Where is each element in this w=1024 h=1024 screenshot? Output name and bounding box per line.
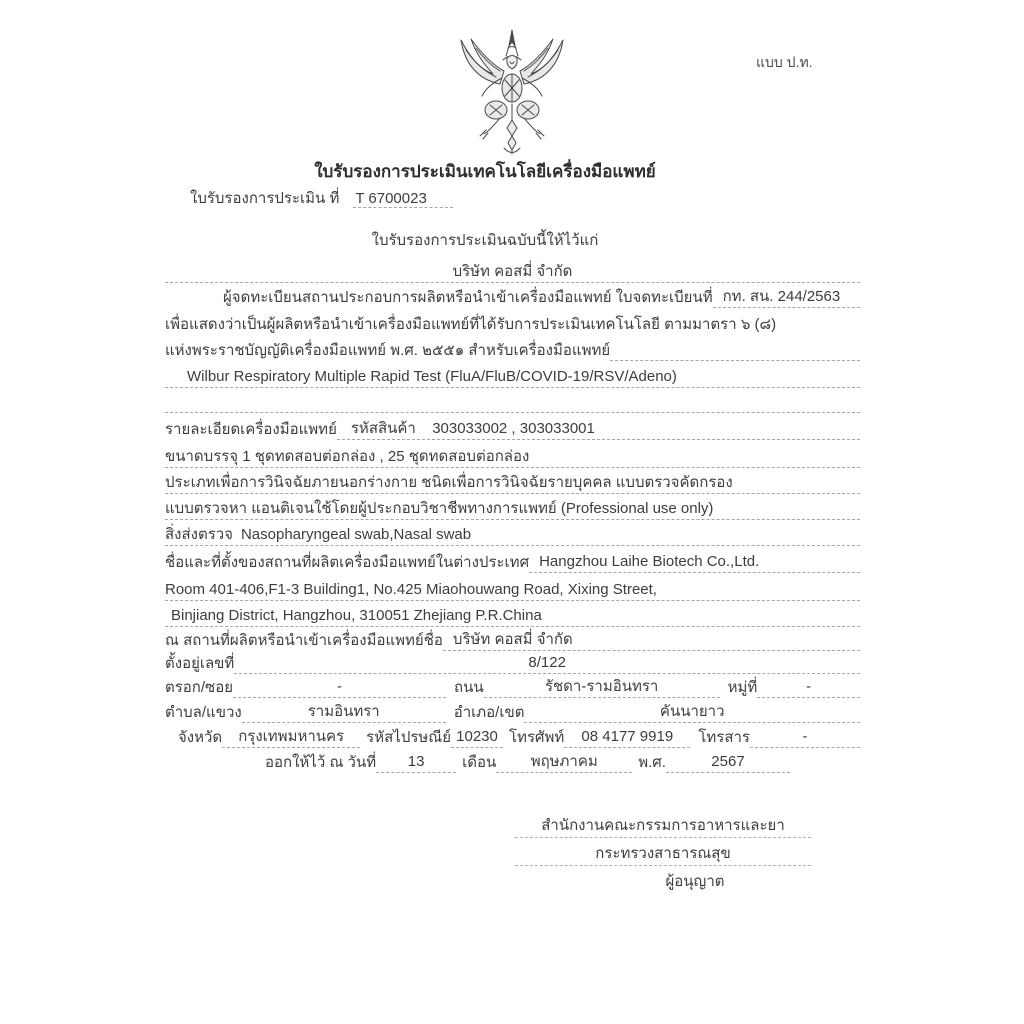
form-code: แบบ ป.ท. xyxy=(756,54,813,70)
purpose-line2: แห่งพระราชบัญญัติเครื่องมือแพทย์ พ.ศ. ๒๕๕๑ สำหรับเครื่องมือแพทย์ xyxy=(165,341,611,359)
registrant-row xyxy=(165,284,860,308)
local-site-row xyxy=(165,626,860,651)
device-name: Wilbur Respiratory Multiple Rapid Test (FluA/FluB/COVID-19/RSV/Adeno) xyxy=(187,367,677,385)
type-row xyxy=(165,468,860,494)
subdistrict-district-row xyxy=(165,698,860,723)
registrant-label: ผู้จดทะเบียนสถานประกอบการผลิตหรือนำเข้าเครื่องมือแพทย์ ใบจดทะเบียนที่ xyxy=(223,288,713,306)
product-code-label: รหัสสินค้า xyxy=(350,419,416,437)
issue-month-label: เดือน xyxy=(462,753,497,771)
foreign-address1-row xyxy=(165,575,860,601)
type-text: ประเภทเพื่อการวินิจฉัยภายนอกร่างกาย ชนิดเพื่อการวินิจฉัยรายบุคคล แบบตรวจคัดกรอง xyxy=(165,473,733,491)
product-code-value: 303033002 , 303033001 xyxy=(432,419,595,437)
fax-value: - xyxy=(750,727,860,748)
cert-no-label: ใบรับรองการประเมิน ที่ xyxy=(190,190,340,207)
postcode-label: รหัสไปรษณีย์ xyxy=(366,728,451,746)
district-label: อำเภอ/เขต xyxy=(453,703,525,721)
issue-year-label: พ.ศ. xyxy=(638,753,666,771)
issuing-office: สำนักงานคณะกรรมการอาหารและยา xyxy=(515,810,811,838)
address-no-row xyxy=(165,649,860,674)
road-label: ถนน xyxy=(454,678,484,696)
issue-date-row xyxy=(265,748,790,773)
province-row xyxy=(165,723,860,748)
soi-value: - xyxy=(233,677,446,698)
issued-to-company-row xyxy=(165,252,860,283)
method-row xyxy=(165,494,860,520)
issued-to-company: บริษัท คอสมี่ จำกัด xyxy=(452,262,573,280)
packing-text: ขนาดบรรจุ 1 ชุดทดสอบต่อกล่อง , 25 ชุดทดสอบต่อกล่อง xyxy=(165,447,530,465)
soi-road-moo-row xyxy=(165,673,860,698)
registration-no: กท. สน. 244/2563 xyxy=(713,287,860,308)
postcode-value: 10230 xyxy=(451,727,503,748)
phone-label: โทรศัพท์ xyxy=(509,728,565,746)
issue-label: ออกให้ไว้ ณ วันที่ xyxy=(265,753,377,771)
foreign-manufacturer-label: ชื่อและที่ตั้งของสถานที่ผลิตเครื่องมือแพทย์ในต่างประเทศ xyxy=(165,553,530,571)
details-section-label: รายละเอียดเครื่องมือแพทย์ xyxy=(165,420,337,438)
device-name-row xyxy=(165,362,860,388)
issued-to-heading: ใบรับรองการประเมินฉบับนี้ให้ไว้แก่ xyxy=(371,232,599,249)
road-value: รัชดา-รามอินทรา xyxy=(484,677,720,698)
foreign-address1: Room 401-406,F1-3 Building1, No.425 Miaohouwang Road, Xixing Street, xyxy=(165,580,657,598)
subdistrict-label: ตำบล/แขวง xyxy=(165,703,242,721)
packing-row xyxy=(165,442,860,468)
province-label: จังหวัด xyxy=(178,728,223,746)
foreign-manufacturer-name: Hangzhou Laihe Biotech Co.,Ltd. xyxy=(529,552,860,573)
phone-value: 08 4177 9919 xyxy=(564,727,690,748)
moo-label: หมู่ที่ xyxy=(727,678,758,696)
cert-no-value: T 6700023 xyxy=(353,190,453,208)
garuda-emblem-icon xyxy=(452,26,572,158)
address-no-label: ตั้งอยู่เลขที่ xyxy=(165,654,235,672)
soi-label: ตรอก/ซอย xyxy=(165,678,234,696)
fax-label: โทรสาร xyxy=(698,728,750,746)
specimen-row xyxy=(165,520,860,546)
purpose-line1: เพื่อแสดงว่าเป็นผู้ผลิตหรือนำเข้าเครื่องมือแพทย์ที่ได้รับการประเมินเทคโนโลยี ตามมาตรา ๖ (๘) xyxy=(165,315,777,333)
issue-year: 2567 xyxy=(666,752,790,773)
ruled-line xyxy=(165,388,860,413)
issue-day: 13 xyxy=(376,752,456,773)
foreign-manufacturer-row xyxy=(165,548,860,573)
purpose-line1-row xyxy=(165,311,860,335)
method-text: แบบตรวจหา แอนติเจนใช้โดยผู้ประกอบวิชาชีพทางการแพทย์ (Professional use only) xyxy=(165,499,714,517)
moo-value: - xyxy=(757,677,860,698)
province-value: กรุงเทพมหานคร xyxy=(222,727,360,748)
address-no-value: 8/122 xyxy=(234,653,860,674)
subdistrict-value: รามอินทรา xyxy=(242,702,446,723)
local-site-label: ณ สถานที่ผลิตหรือนำเข้าเครื่องมือแพทย์ชื่อ xyxy=(165,631,443,649)
local-site-company: บริษัท คอสมี่ จำกัด xyxy=(443,630,860,651)
issue-month: พฤษภาคม xyxy=(496,752,632,773)
purpose-line2-row xyxy=(165,337,860,361)
document-title: ใบรับรองการประเมินเทคโนโลยีเครื่องมือแพทย์ xyxy=(314,162,656,181)
issuing-authority-block xyxy=(515,810,811,893)
product-code-row xyxy=(165,415,860,440)
foreign-address2: Binjiang District, Hangzhou, 310051 Zhejiang P.R.China xyxy=(171,606,542,624)
issuing-ministry: กระทรวงสาธารณสุข xyxy=(515,838,811,866)
specimen-value: Nasopharyngeal swab,Nasal swab xyxy=(240,525,472,543)
foreign-address2-row xyxy=(165,601,860,627)
signatory-label: ผู้อนุญาต xyxy=(665,873,725,890)
specimen-label: สิ่งส่งตรวจ xyxy=(165,525,233,543)
district-value: คันนายาว xyxy=(524,702,860,723)
